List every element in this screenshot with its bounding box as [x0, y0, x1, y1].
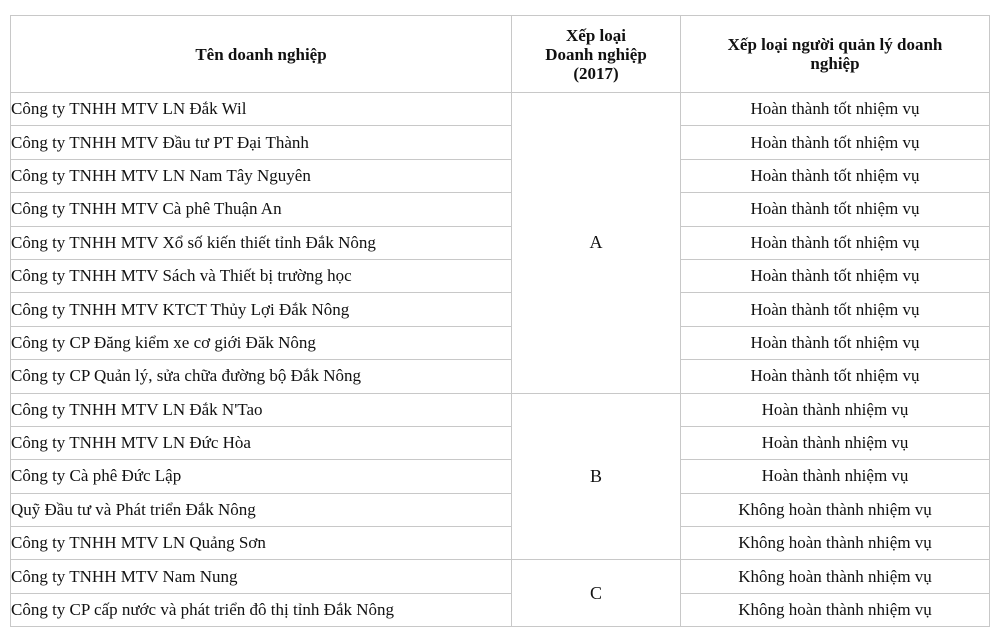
header-enterprise-name	[11, 16, 512, 93]
manager-rating-cell: Không hoàn thành nhiệm vụ	[681, 560, 990, 593]
enterprise-name-cell: Công ty CP Quản lý, sửa chữa đường bộ Đắk Nông	[11, 360, 512, 393]
header-grade-line-3: (2017)	[573, 63, 619, 83]
manager-rating-cell: Hoàn thành tốt nhiệm vụ	[681, 93, 990, 126]
table-row	[11, 93, 990, 126]
enterprise-name-cell: Công ty CP cấp nước và phát triển đô thị tỉnh Đắk Nông	[11, 593, 512, 626]
enterprise-name-cell: Quỹ Đầu tư và Phát triển Đắk Nông	[11, 493, 512, 526]
enterprise-name-cell: Công ty TNHH MTV Sách và Thiết bị trường học	[11, 259, 512, 292]
enterprise-name-cell: Công ty TNHH MTV LN Nam Tây Nguyên	[11, 159, 512, 192]
table-row	[11, 560, 990, 593]
manager-rating-cell: Hoàn thành tốt nhiệm vụ	[681, 159, 990, 192]
table-row	[11, 426, 990, 459]
header-manager-line-2: nghiệp	[810, 54, 860, 73]
manager-rating-cell: Không hoàn thành nhiệm vụ	[681, 593, 990, 626]
manager-rating-cell: Không hoàn thành nhiệm vụ	[681, 527, 990, 560]
table-row	[11, 527, 990, 560]
manager-rating-cell: Không hoàn thành nhiệm vụ	[681, 493, 990, 526]
table-row	[11, 259, 990, 292]
enterprise-name-cell: Công ty Cà phê Đức Lập	[11, 460, 512, 493]
enterprise-name-cell: Công ty TNHH MTV Nam Nung	[11, 560, 512, 593]
table-row	[11, 493, 990, 526]
table-row	[11, 126, 990, 159]
table-row	[11, 460, 990, 493]
enterprise-name-cell: Công ty TNHH MTV LN Đắk Wil	[11, 93, 512, 126]
manager-rating-cell: Hoàn thành nhiệm vụ	[681, 393, 990, 426]
enterprise-name-cell: Công ty TNHH MTV LN Đức Hòa	[11, 426, 512, 459]
enterprise-name-cell: Công ty TNHH MTV Xổ số kiến thiết tỉnh Đắk Nông	[11, 226, 512, 259]
table-row	[11, 193, 990, 226]
header-manager-line-1: Xếp loại người quản lý doanh	[727, 35, 943, 54]
enterprise-name-cell: Công ty TNHH MTV KTCT Thủy Lợi Đắk Nông	[11, 293, 512, 326]
manager-rating-cell: Hoàn thành tốt nhiệm vụ	[681, 326, 990, 359]
manager-rating-cell: Hoàn thành tốt nhiệm vụ	[681, 193, 990, 226]
manager-rating-cell: Hoàn thành nhiệm vụ	[681, 426, 990, 459]
manager-rating-cell: Hoàn thành tốt nhiệm vụ	[681, 226, 990, 259]
manager-rating-cell: Hoàn thành nhiệm vụ	[681, 460, 990, 493]
manager-rating-cell: Hoàn thành tốt nhiệm vụ	[681, 126, 990, 159]
table-row	[11, 593, 990, 626]
header-grade-line-2: Doanh nghiệp	[545, 44, 647, 64]
table-row	[11, 393, 990, 426]
manager-rating-cell: Hoàn thành tốt nhiệm vụ	[681, 360, 990, 393]
header-enterprise-name-label: Tên doanh nghiệp	[195, 44, 327, 64]
enterprise-name-cell: Công ty TNHH MTV LN Quảng Sơn	[11, 527, 512, 560]
table-row	[11, 326, 990, 359]
enterprise-name-cell: Công ty TNHH MTV LN Đắk N'Tao	[11, 393, 512, 426]
table-row	[11, 293, 990, 326]
enterprise-name-cell: Công ty TNHH MTV Cà phê Thuận An	[11, 193, 512, 226]
table-row	[11, 360, 990, 393]
manager-rating-cell: Hoàn thành tốt nhiệm vụ	[681, 259, 990, 292]
header-manager-grade	[681, 16, 990, 93]
enterprise-ranking-table	[10, 15, 990, 627]
table-row	[11, 226, 990, 259]
table-header-row	[11, 16, 990, 93]
enterprise-grade-cell: B	[512, 393, 681, 560]
enterprise-grade-cell: A	[512, 93, 681, 394]
header-grade-line-1: Xếp loại	[566, 25, 626, 45]
table-row	[11, 159, 990, 192]
table-body	[11, 93, 990, 627]
enterprise-grade-cell: C	[512, 560, 681, 627]
manager-rating-cell: Hoàn thành tốt nhiệm vụ	[681, 293, 990, 326]
header-enterprise-grade	[512, 16, 681, 93]
enterprise-name-cell: Công ty CP Đăng kiểm xe cơ giới Đăk Nông	[11, 326, 512, 359]
enterprise-name-cell: Công ty TNHH MTV Đầu tư PT Đại Thành	[11, 126, 512, 159]
